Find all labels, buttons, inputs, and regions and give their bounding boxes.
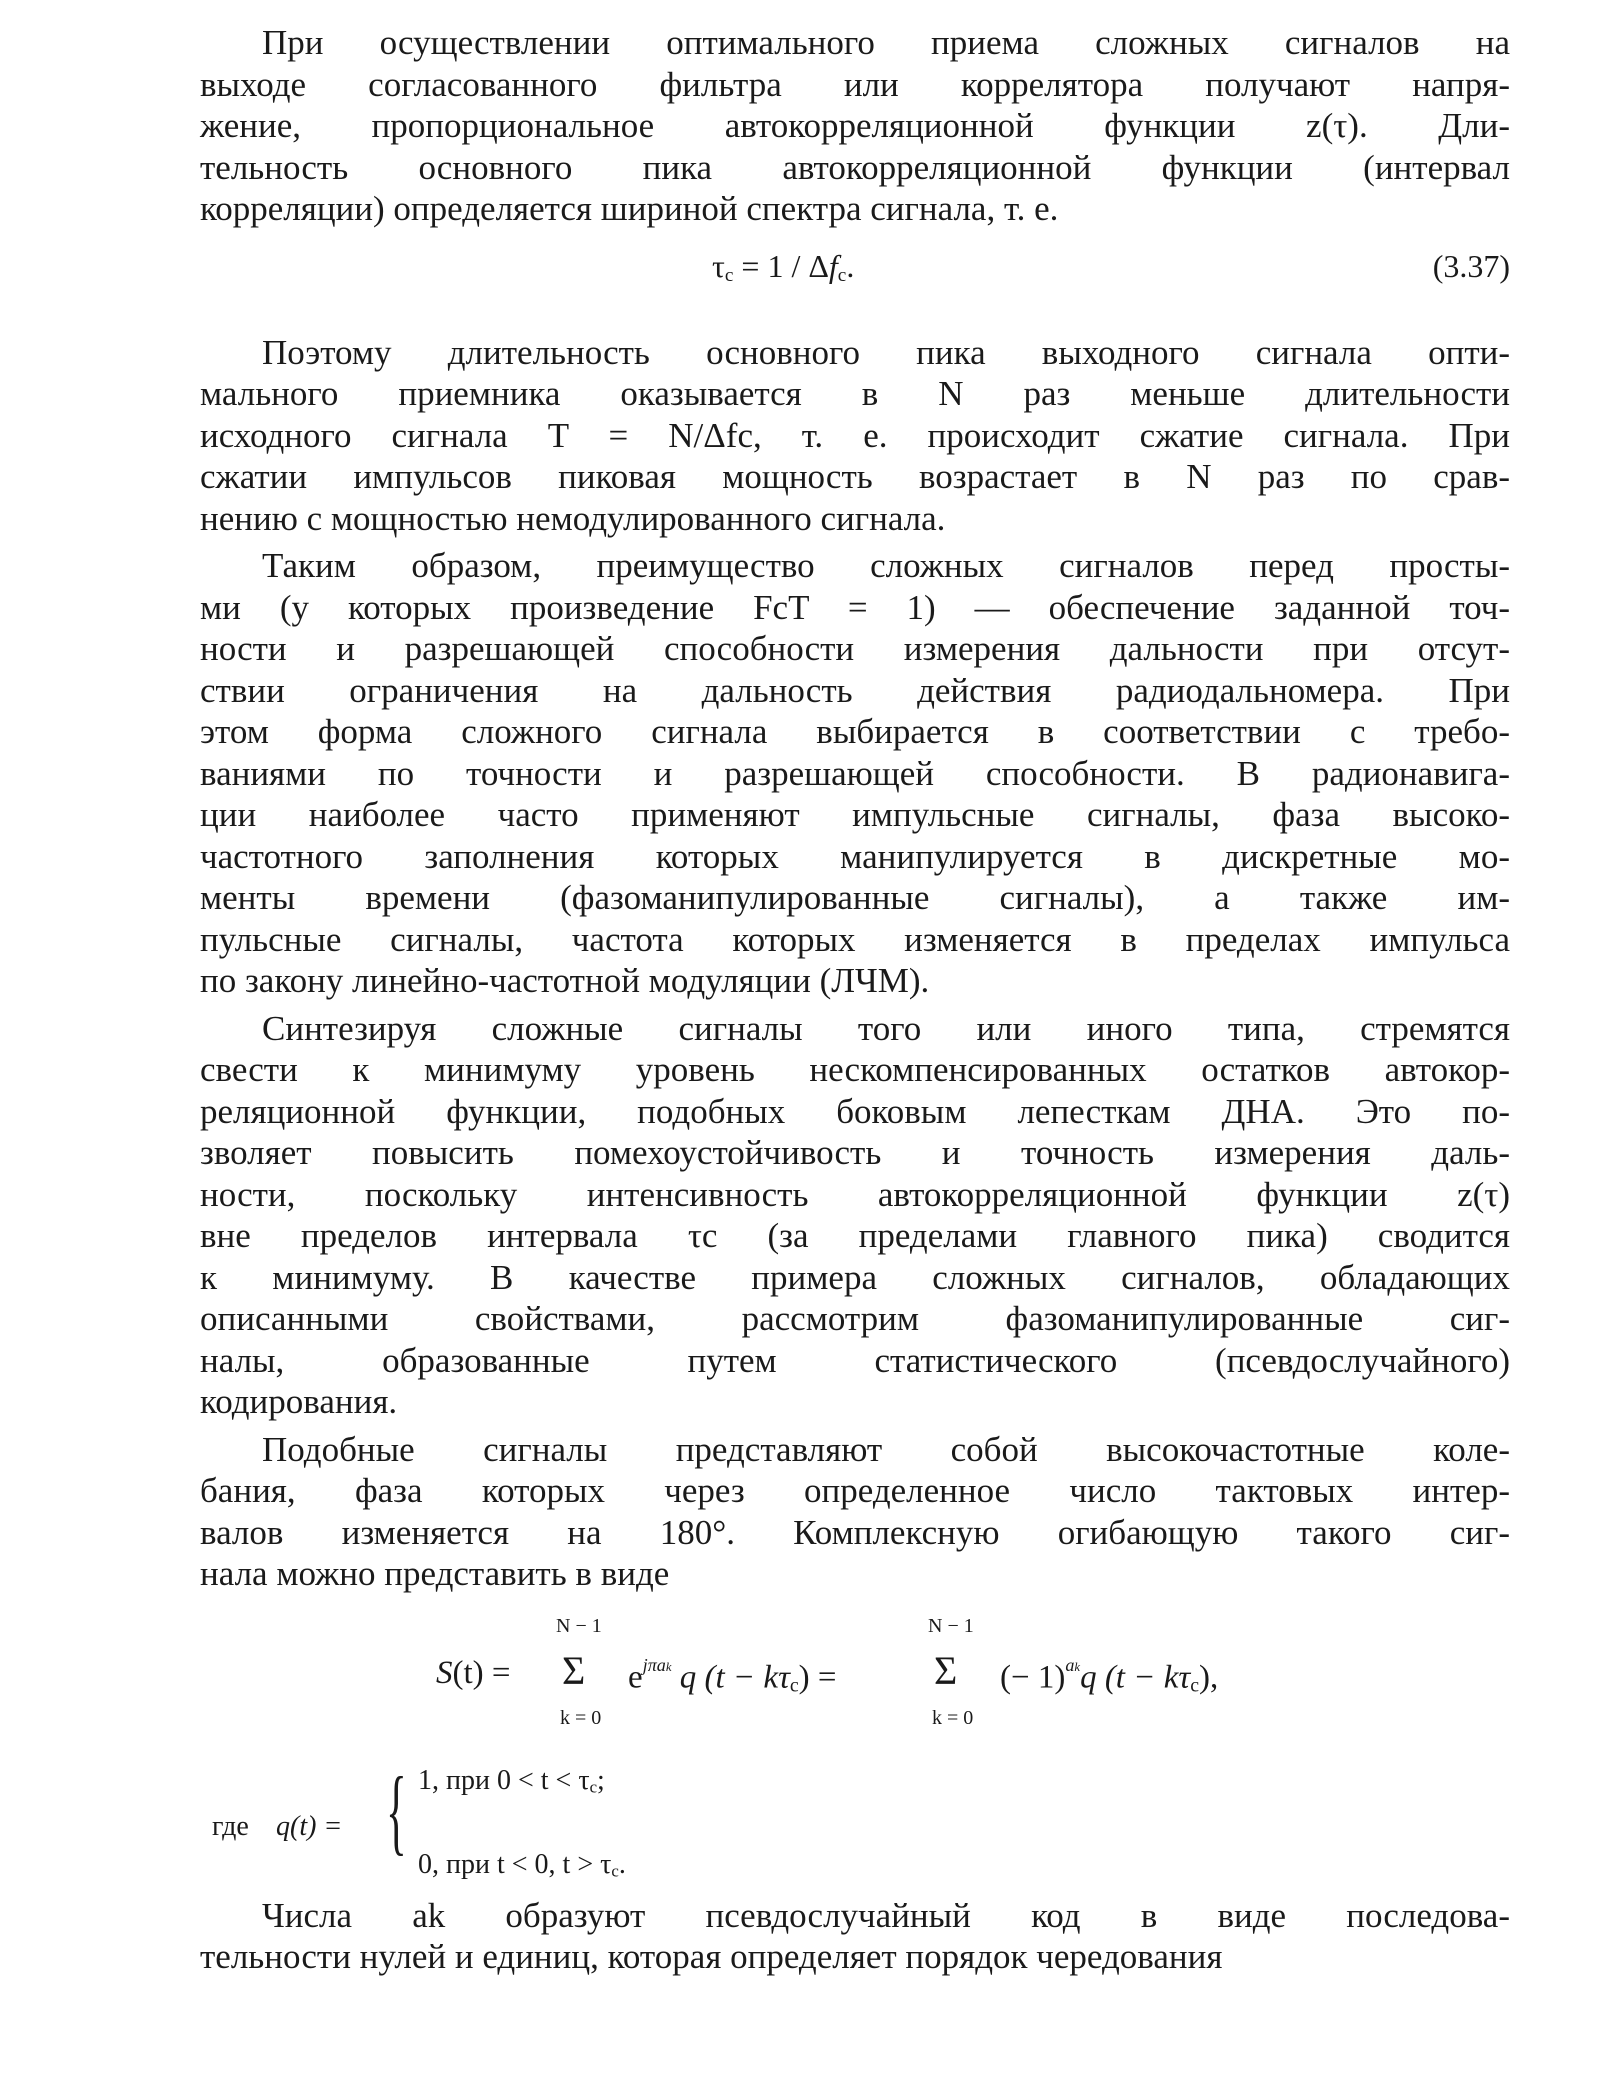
eq-signal-lhs: S(t) = <box>436 1654 511 1691</box>
text-line: ваниями по точности и разрешающей способности. В радионавига- <box>200 753 1510 793</box>
paragraph-6 <box>200 1895 1510 1978</box>
equation-q-definition <box>200 1745 1510 1895</box>
text-line: ции наиболее часто применяют импульсные сигналы, фаза высоко- <box>200 795 1510 834</box>
text-line: исходного сигнала T = N/Δfc, т. е. происходит сжатие сигнала. При <box>200 415 1510 455</box>
text-line: по закону линейно-частотной модуляции (ЛЧМ). <box>200 961 930 1000</box>
eq-q-case2: 0, при t < 0, t > τc. <box>418 1848 626 1880</box>
sum-lower-limit: k = 0 <box>560 1706 602 1729</box>
eq-tail: . <box>846 247 855 284</box>
text-line: бания, фаза которых через определенное число тактовых интер- <box>200 1471 1510 1510</box>
text-line: частотного заполнения которых манипулируется в дискретные мо- <box>200 836 1510 876</box>
text-line: менты времени (фазоманипулированные сигналы), а также им- <box>200 878 1510 917</box>
text-line: зволяет повысить помехоустойчивость и точность измерения даль- <box>200 1133 1510 1172</box>
text-line: корреляции) определяется шириной спектра сигнала, т. е. <box>200 189 1059 228</box>
eq-f: f <box>828 247 838 284</box>
text-line: Числа ak образуют псевдослучайный код в виде последова- <box>262 1895 1510 1935</box>
equation-signal <box>200 1595 1510 1745</box>
curly-brace: { <box>386 1756 407 1864</box>
text-line: Синтезируя сложные сигналы того или иного типа, стремятся <box>262 1008 1510 1048</box>
paragraph-5 <box>200 1429 1510 1595</box>
text-line: жение, пропорциональное автокорреляционной функции z(τ). Дли- <box>200 106 1510 145</box>
text-line: кодирования. <box>200 1382 398 1421</box>
text-line: к минимуму. В качестве примера сложных сигналов, обладающих <box>200 1257 1510 1297</box>
text-line: описанными свойствами, рассмотрим фазоманипулированные сиг- <box>200 1299 1510 1338</box>
text-line: ми (у которых произведение FcT = 1) — обеспечение заданной точ- <box>200 587 1510 627</box>
equation-3-37 <box>200 238 1510 302</box>
text-line: При осуществлении оптимального приема сложных сигналов на <box>262 23 1510 62</box>
eq-tau: τ <box>712 247 725 284</box>
text-line: этом форма сложного сигнала выбирается в соответствии с требо- <box>200 712 1510 751</box>
eq-tau-sub: c <box>724 264 734 286</box>
paragraph-3 <box>200 545 1510 1002</box>
eq-f-sub: c <box>837 264 847 286</box>
paragraph-2 <box>200 332 1510 540</box>
text-line: тельность основного пика автокорреляционной функции (интервал <box>200 147 1510 187</box>
text-line: Таким образом, преимущество сложных сигналов перед просты- <box>262 546 1510 585</box>
paragraph-4 <box>200 1008 1510 1423</box>
text-line: ствии ограничения на дальность действия радиодальномера. При <box>200 670 1510 710</box>
text-line: пульсные сигналы, частота которых изменяется в пределах импульса <box>200 919 1510 959</box>
paragraph-1 <box>200 22 1510 230</box>
eq-signal-term1: $e^{j\pi ak}$ q (t − kτc) = <box>628 1654 837 1696</box>
sum-symbol: Σ <box>562 1647 586 1693</box>
sum2-lower-limit: k = 0 <box>932 1706 974 1729</box>
equation-3-37-formula <box>712 248 854 287</box>
text-line: выходе согласованного фильтра или коррелятора получают напря- <box>200 64 1510 104</box>
text-line: реляционной функции, подобных боковым лепесткам ДНА. Это по- <box>200 1091 1510 1131</box>
equation-number: (3.37) <box>1432 247 1510 284</box>
text-line: свести к минимуму уровень нескомпенсированных остатков автокор- <box>200 1050 1510 1089</box>
eq-q-lhs: q(t) = <box>276 1810 343 1842</box>
sum2-symbol: Σ <box>934 1647 958 1693</box>
text-line: вне пределов интервала τc (за пределами главного пика) сводится <box>200 1216 1510 1255</box>
sum-upper-limit: N − 1 <box>556 1614 602 1637</box>
text-line: налы, образованные путем статистического (псевдослучайного) <box>200 1340 1510 1380</box>
text-line: тельности нулей и единиц, которая определяет порядок чередования <box>200 1937 1223 1976</box>
text-line: мального приемника оказывается в N раз меньше длительности <box>200 374 1510 413</box>
book-page <box>200 22 1510 1978</box>
text-line: ности, поскольку интенсивность автокорреляционной функции z(τ) <box>200 1174 1510 1214</box>
eq-mid: = 1 / Δ <box>733 247 829 284</box>
text-line: сжатии импульсов пиковая мощность возрастает в N раз по срав- <box>200 457 1510 496</box>
text-line: нала можно представить в виде <box>200 1554 670 1593</box>
text-line: валов изменяется на 180°. Комплексную огибающую такого сиг- <box>200 1512 1510 1552</box>
text-line: нению с мощностью немодулированного сигнала. <box>200 498 946 538</box>
eq-q-label: где <box>212 1810 249 1842</box>
eq-q-case1: 1, при 0 < t < τc; <box>418 1764 605 1796</box>
text-line: Подобные сигналы представляют собой высокочастотные коле- <box>262 1429 1510 1469</box>
text-line: ности и разрешающей способности измерения дальности при отсут- <box>200 629 1510 668</box>
sum2-upper-limit: N − 1 <box>928 1614 974 1637</box>
eq-signal-term2: (− 1)$^{ak}$q (t − kτc), <box>1000 1654 1219 1696</box>
text-line: Поэтому длительность основного пика выходного сигнала опти- <box>262 332 1510 372</box>
